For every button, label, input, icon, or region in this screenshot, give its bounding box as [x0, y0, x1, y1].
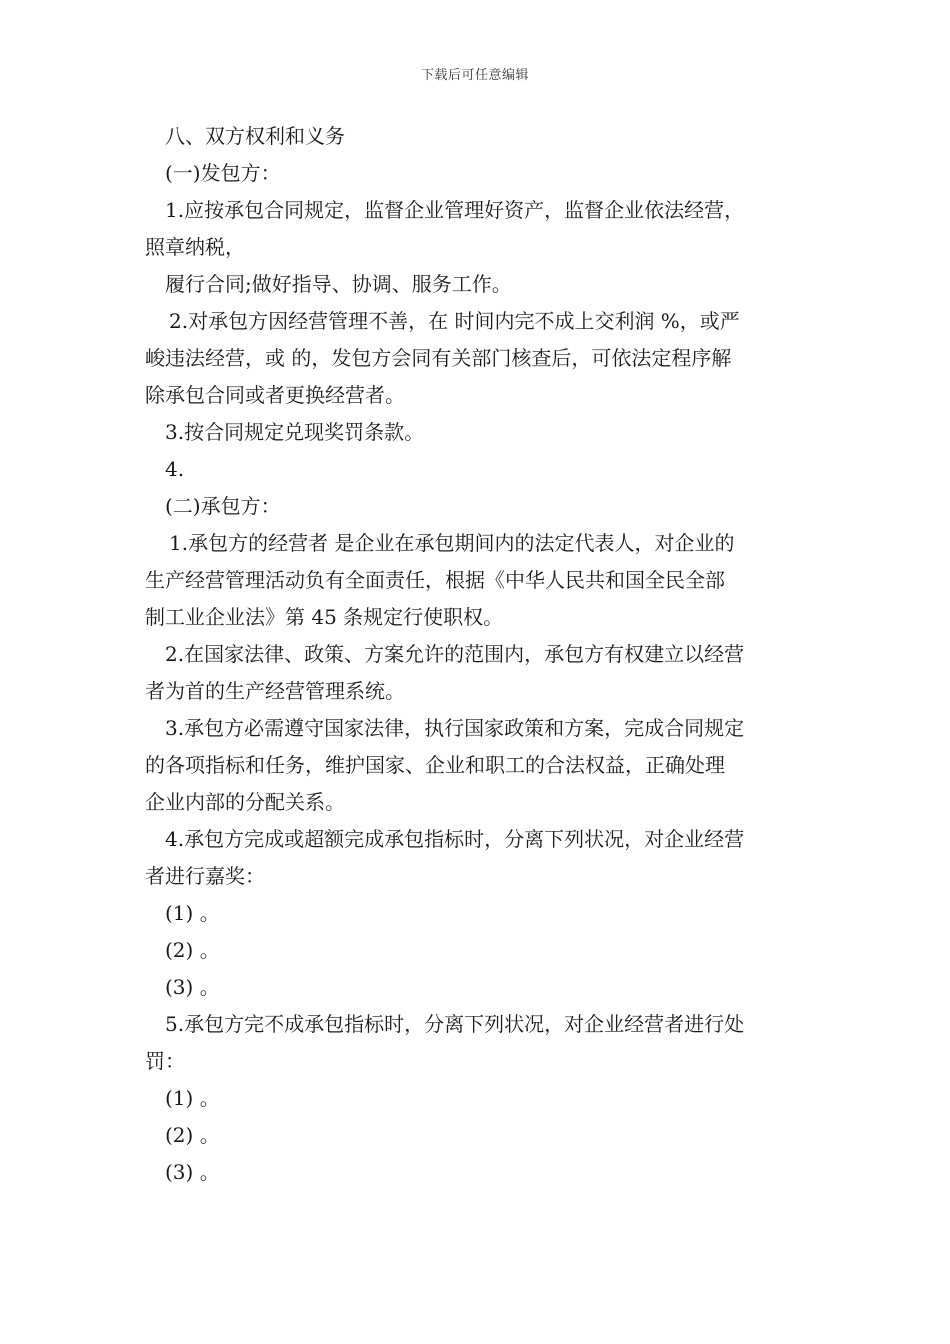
- document-body: [145, 118, 811, 1191]
- penalty-item-1: (1) 。: [165, 1086, 220, 1110]
- party-a-item-3: 3.按合同规定兑现奖罚条款。: [165, 420, 425, 444]
- party-b-item-5-line-2: 罚：: [145, 1049, 185, 1073]
- party-b-item-1-line-1: 1.承包方的经营者 是企业在承包期间内的法定代表人，对企业的: [169, 531, 735, 555]
- party-b-item-5-line-1: 5.承包方完不成承包指标时，分离下列状况，对企业经营者进行处: [165, 1012, 745, 1036]
- reward-item-2: (2) 。: [165, 938, 220, 962]
- party-a-item-1-line-1: 1.应按承包合同规定，监督企业管理好资产，监督企业依法经营，: [165, 198, 745, 222]
- party-a-item-2-line-3: 除承包合同或者更换经营者。: [145, 383, 405, 407]
- party-a-item-2-line-1: 2.对承包方因经营管理不善，在 时间内完不成上交利润 %，或严: [169, 309, 740, 333]
- party-b-item-1-line-2: 生产经营管理活动负有全面责任，根据《中华人民共和国全民全部: [145, 568, 725, 592]
- party-b-item-1-line-3: 制工业企业法》第 45 条规定行使职权。: [145, 605, 504, 629]
- party-b-item-2-line-1: 2.在国家法律、政策、方案允许的范围内，承包方有权建立以经营: [165, 642, 745, 666]
- party-a-item-1-line-3: 履行合同;做好指导、协调、服务工作。: [165, 272, 512, 296]
- party-b-item-4-line-2: 者进行嘉奖：: [145, 864, 265, 888]
- party-a-item-4: 4.: [165, 457, 185, 481]
- page-header: 下载后可任意编辑: [420, 68, 529, 83]
- party-b-item-3-line-1: 3.承包方必需遵守国家法律，执行国家政策和方案，完成合同规定: [165, 716, 745, 740]
- section-title: 八、双方权利和义务: [165, 124, 345, 148]
- party-a-item-2-line-2: 峻违法经营，或 的，发包方会同有关部门核查后，可依法定程序解: [145, 346, 732, 370]
- party-b-item-3-line-3: 企业内部的分配关系。: [145, 790, 345, 814]
- penalty-item-2: (2) 。: [165, 1123, 220, 1147]
- party-a-heading: (一)发包方：: [165, 161, 281, 185]
- party-b-item-3-line-2: 的各项指标和任务，维护国家、企业和职工的合法权益，正确处理: [145, 753, 725, 777]
- party-b-item-2-line-2: 者为首的生产经营管理系统。: [145, 679, 405, 703]
- reward-item-3: (3) 。: [165, 975, 220, 999]
- reward-item-1: (1) 。: [165, 901, 220, 925]
- party-b-item-4-line-1: 4.承包方完成或超额完成承包指标时，分离下列状况，对企业经营: [165, 827, 745, 851]
- penalty-item-3: (3) 。: [165, 1160, 220, 1184]
- party-b-heading: (二)承包方：: [165, 494, 281, 518]
- party-a-item-1-line-2: 照章纳税，: [145, 235, 245, 259]
